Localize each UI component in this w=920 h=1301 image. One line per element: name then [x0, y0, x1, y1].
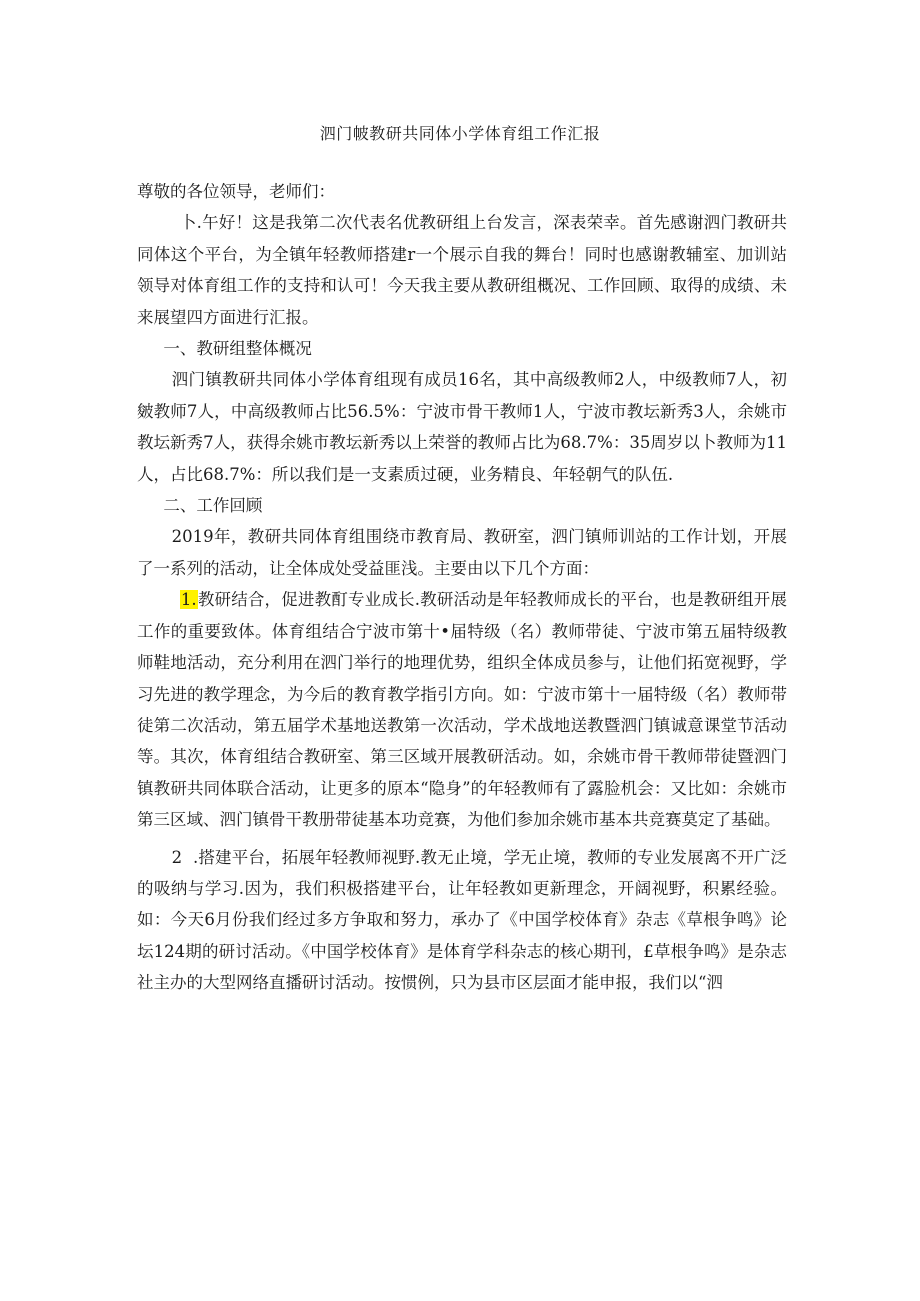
- item2-marker: 2: [171, 847, 183, 867]
- item1-paragraph: [137, 584, 787, 835]
- document-body: [137, 176, 787, 999]
- section1-heading: 一、教研组整体概况: [163, 339, 312, 359]
- section2-paragraph: 2019年，教研共同体育组围绕市教育局、教研室，泗门镇师训站的工作计划，开展了一系列的活动，让全体成处受益匪浅。主要由以下几个方面：: [137, 527, 787, 578]
- greeting: 尊敬的各位领导，老师们：: [137, 182, 335, 201]
- item2-text: .搭建平台，拓展年轻教师视野.教无止境，学无止境，教师的专业发展离不开广泛的吸纳与学习.因为，我们积极搭建平台，让年轻教如更新理念，开阔视野，积累经验。如：今天6月份我们经过多方争取和努力，承办了《中国学校体育》杂志《草根争鸣》论坛124期的研讨活动。《中国学校体育》是体育学科杂志的核心期刊，£草根争鸣》是杂志社主办的大型网络直播研讨活动。按惯例，只为县市区层面才能申报，我们以“泗: [137, 847, 787, 993]
- intro-paragraph: 卜.午好！这是我第二次代表名优教研组上台发言，深表荣幸。首先感谢泗门教研共同体这个平台，为全镇年轻教师搭建r一个展示自我的舞台！同时也感谢教辅室、加训站领导对体育组工作的支持和认可！今天我主要从教研组概况、工作回顾、取得的成绩、未来展望四方面进行汇报。: [137, 213, 787, 327]
- document-title: 泗门帔教研共同体小学体育组工作汇报: [319, 124, 601, 143]
- section1-paragraph: 泗门镇教研共同体小学体育组现有成员16名，其中高级教师2人，中级教师7人，初皴教师7人，中高级教师占比56.5%：宁波市骨干教师1人，宁波市教坛新秀3人，余姚市教坛新秀7人，获得余姚市教坛新秀以上荣誉的教师占比为68.7%：35周岁以卜教师为11人，占比68.7%：所以我们是一支素质过硬，业务精良、年轻朝气的队伍.: [137, 370, 787, 484]
- item1-text: 教研结合，促进教酊专业成长.教研活动是年轻教师成长的平台，也是教研组开展工作的重要致体。体育组结合宁波市第十•届特级（名）教师带徒、宁波市第五届特级教师鞋地活动，充分利用在泗门举行的地理优势，组织全体成员参与，让他们拓宽视野，学习先进的教学理念，为今后的教育教学指引方向。如：宁波市第十一届特级（名）教师带徒第二次活动，第五届学术基地送教第一次活动，学术战地送教暨泗门镇诚意课堂节活动等。其次，体育组结合教研室、第三区域开展教研活动。如，余姚市骨干教师带徒暨泗门镇教研共同体联合活动，让更多的原本“隐身”的年轻教师有了露脸机会：又比如：余姚市第三区域、泗门镇骨干教册带徒基本功竞赛，为他们参加余姚市基本共竞赛莫定了基础。: [137, 590, 787, 830]
- section2-heading: 二、工作回顾: [163, 496, 263, 516]
- item2-paragraph: [137, 842, 787, 999]
- item1-marker: 1.: [180, 590, 197, 610]
